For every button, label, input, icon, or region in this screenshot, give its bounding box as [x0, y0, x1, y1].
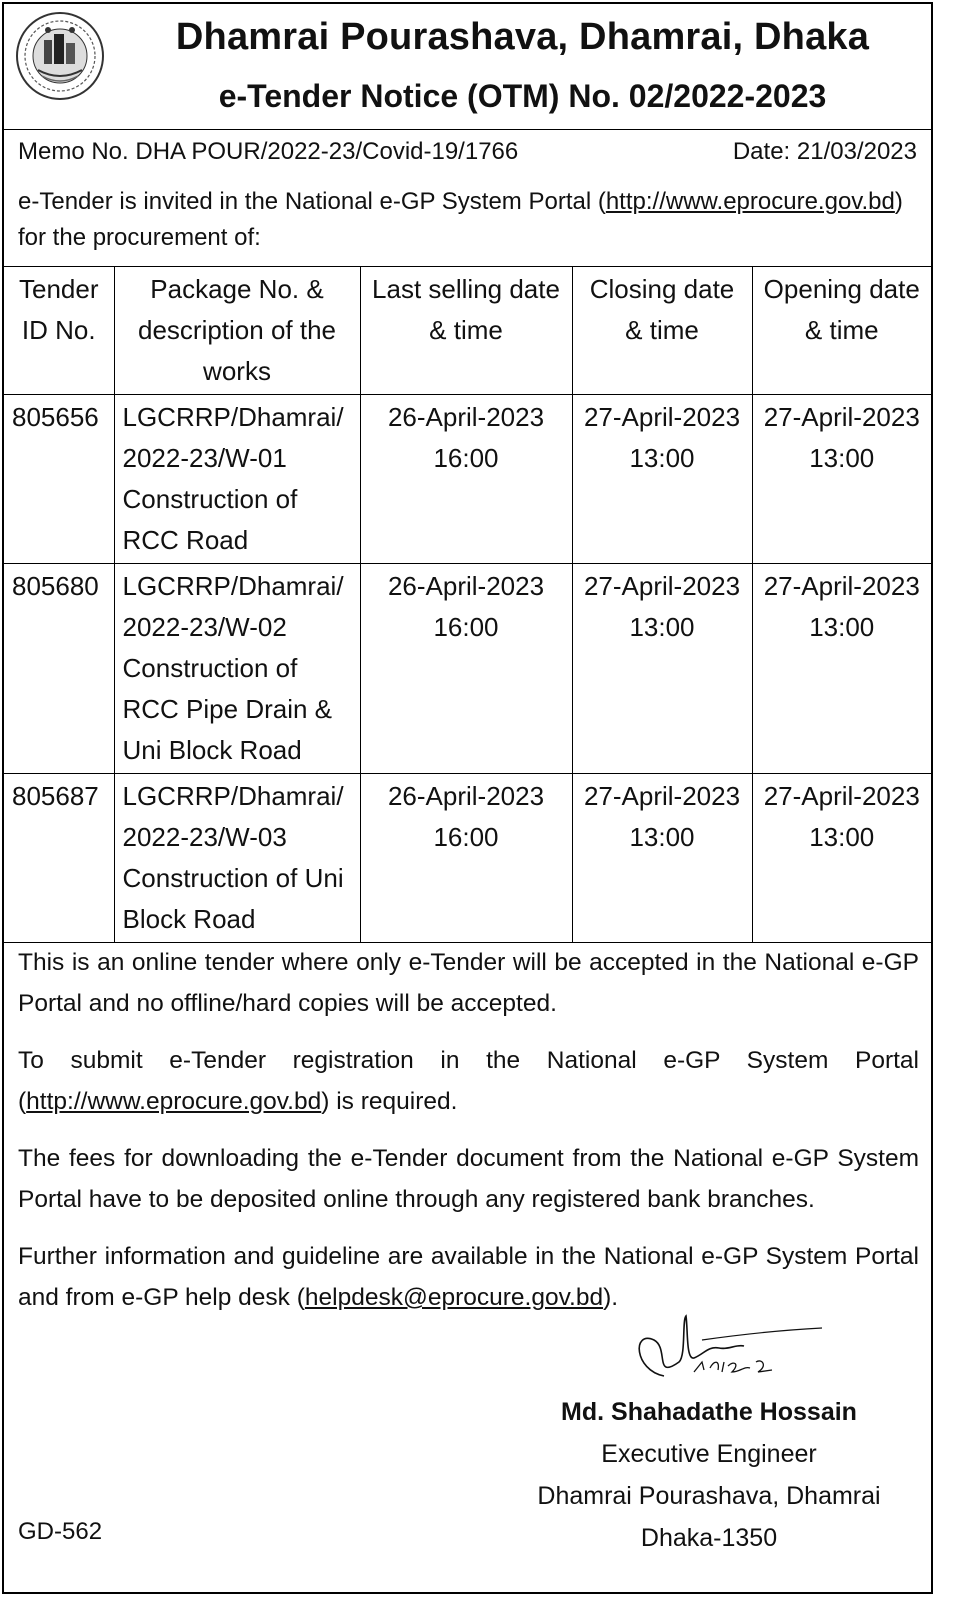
table-header-row [4, 267, 931, 395]
selling-cell [360, 774, 572, 943]
tender-id-cell: 805656 [4, 395, 114, 564]
header-package: Package No. & description of the works [114, 267, 360, 395]
opening-cell [752, 774, 931, 943]
package-cell [114, 395, 360, 564]
opening-date: 27-April-2023 [763, 402, 920, 432]
organization-title: Dhamrai Pourashava, Dhamrai, Dhaka [175, 16, 870, 58]
opening-date: 27-April-2023 [763, 571, 920, 601]
closing-cell [572, 774, 752, 943]
tender-table [4, 266, 931, 943]
opening-time: 13:00 [809, 822, 875, 852]
opening-time: 13:00 [809, 443, 875, 473]
package-description: Construction of RCC Road [122, 484, 298, 555]
notice-date: Date: 21/03/2023 [732, 138, 917, 165]
eprocure-link[interactable]: http://www.eprocure.gov.bd [605, 188, 895, 215]
tender-id-cell: 805680 [4, 564, 114, 774]
registration-text-after: ) is required. [321, 1088, 458, 1115]
package-cell [114, 774, 360, 943]
closing-cell [572, 564, 752, 774]
helpdesk-email-link[interactable]: helpdesk@eprocure.gov.bd [304, 1284, 604, 1311]
intro-text-after: ) for the procurement of: [18, 188, 903, 251]
helpdesk-text-before: Further information and guideline are available in the National e-GP System Portal and from e-GP help desk ( [18, 1243, 919, 1311]
intro-text-before: e-Tender is invited in the National e-GP System Portal ( [18, 188, 606, 215]
header-tender-id: Tender ID No. [4, 267, 114, 395]
closing-time: 13:00 [629, 612, 695, 642]
opening-time: 13:00 [809, 612, 875, 642]
package-code: LGCRRP/Dhamrai/ [122, 571, 344, 601]
selling-date: 26-April-2023 [387, 781, 545, 811]
closing-date: 27-April-2023 [583, 571, 741, 601]
header-last-selling: Last selling date & time [360, 267, 572, 395]
signatory-name: Md. Shahadathe Hossain [561, 1398, 857, 1426]
tender-notice-document [2, 2, 933, 1594]
signatory-designation: Executive Engineer [601, 1440, 817, 1468]
selling-date: 26-April-2023 [387, 571, 545, 601]
package-code: LGCRRP/Dhamrai/ [122, 402, 344, 432]
selling-time: 16:00 [433, 612, 499, 642]
table-row [4, 774, 931, 943]
header-closing: Closing date & time [572, 267, 752, 395]
closing-date: 27-April-2023 [583, 402, 741, 432]
fees-paragraph: The fees for downloading the e-Tender document from the National e-GP System Portal have to be deposited online through any registered bank branches. [18, 1145, 919, 1213]
package-number: 2022-23/W-01 [122, 443, 287, 473]
closing-cell [572, 395, 752, 564]
tender-id-cell: 805687 [4, 774, 114, 943]
notice-title: e-Tender Notice (OTM) No. 02/2022-2023 [218, 78, 827, 114]
municipality-logo-icon [14, 10, 106, 102]
signature-icon [624, 1310, 824, 1390]
signatory-office: Dhamrai Pourashava, Dhamrai [537, 1482, 881, 1510]
header-opening: Opening date & time [752, 267, 931, 395]
selling-time: 16:00 [433, 443, 499, 473]
opening-cell [752, 564, 931, 774]
package-code: LGCRRP/Dhamrai/ [122, 781, 344, 811]
package-description: Construction of Uni Block Road [122, 863, 344, 934]
opening-date: 27-April-2023 [763, 781, 920, 811]
selling-date: 26-April-2023 [387, 402, 545, 432]
gd-code: GD-562 [18, 1518, 103, 1545]
package-cell [114, 564, 360, 774]
registration-text-before: To submit e-Tender registration in the National e-GP System Portal ( [18, 1047, 919, 1115]
selling-cell [360, 395, 572, 564]
package-number: 2022-23/W-03 [122, 822, 287, 852]
selling-cell [360, 564, 572, 774]
registration-paragraph [18, 1040, 919, 1122]
online-tender-paragraph: This is an online tender where only e-Tender will be accepted in the National e-GP Portal and no offline/hard copies will be accepted. [18, 949, 919, 1017]
selling-time: 16:00 [433, 822, 499, 852]
package-number: 2022-23/W-02 [122, 612, 287, 642]
intro-paragraph [18, 184, 919, 256]
helpdesk-text-after: ). [603, 1284, 619, 1311]
signatory-location: Dhaka-1350 [640, 1524, 778, 1552]
closing-date: 27-April-2023 [583, 781, 741, 811]
table-row [4, 564, 931, 774]
helpdesk-paragraph [18, 1236, 919, 1318]
closing-time: 13:00 [629, 443, 695, 473]
package-description: Construction of RCC Pipe Drain & Uni Block Road [122, 653, 333, 765]
notice-header [4, 4, 931, 130]
registration-eprocure-link[interactable]: http://www.eprocure.gov.bd [26, 1088, 322, 1115]
closing-time: 13:00 [629, 822, 695, 852]
opening-cell [752, 395, 931, 564]
memo-number: Memo No. DHA POUR/2022-23/Covid-19/1766 [18, 138, 519, 165]
table-row [4, 395, 931, 564]
memo-row [18, 138, 917, 166]
